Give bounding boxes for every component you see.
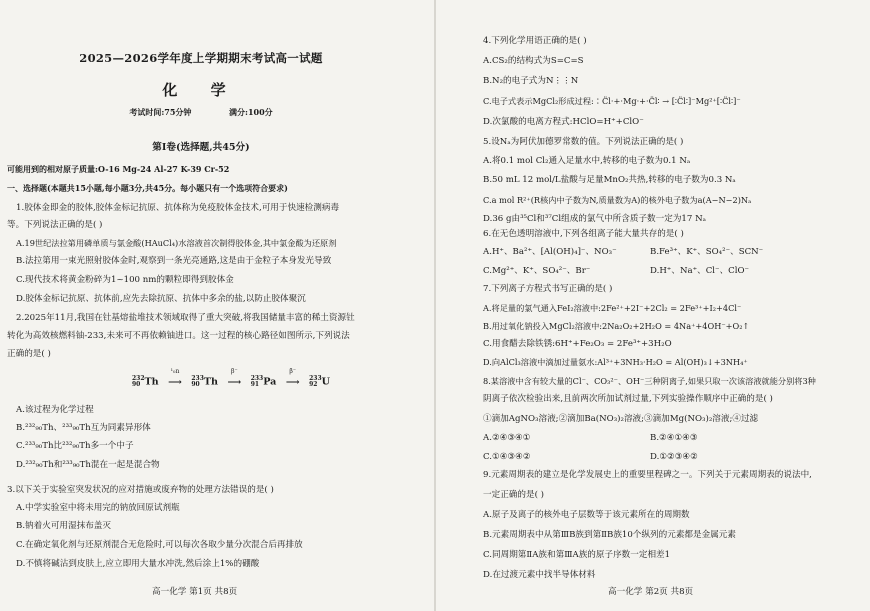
th232-symbol: Th [144,376,159,388]
q2-option-b: B.²³²₉₀Th、²³³₉₀Th互为同素异形体 [16,423,151,433]
q7-stem: 7.下列离子方程式书写正确的是( ) [483,284,613,294]
q2-stem-1: 2.2025年11月,我国在钍基熔盐堆技术领域取得了重大突破,将我国储量丰富的稀土资源钍 [16,313,355,323]
pa-z: 91 [250,381,260,388]
u-mass: 233 [309,375,322,382]
q6-option-a: A.H⁺、Ba²⁺、[Al(OH)₄]⁻、NO₃⁻ [483,247,617,257]
exam-time: 考试时间:75分钟 [129,107,192,117]
footer-right: 高一化学 第2页 共8页 [608,587,694,597]
q6-option-d: D.H⁺、Na⁺、Cl⁻、ClO⁻ [650,266,750,276]
q2-option-d: D.²³²₉₀Th和²³³₉₀Th混在一起是混合物 [16,460,160,470]
footer-left: 高一化学 第1页 共8页 [152,587,238,597]
q7-option-b: B.用过氧化钠投入MgCl₂溶液中:2Na₂O₂+2H₂O = 4Na⁺+4OH⁻+O₂↑ [483,321,750,331]
arrow-icon: ⟶ [227,376,242,388]
q7-option-d: D.向AlCl₃溶液中滴加过量氨水:Al³⁺+3NH₃·H₂O = Al(OH)₃↓+3NH₄⁺ [483,357,748,367]
q1-option-d: D.胶体金标记抗原、抗体前,应先去除抗原、抗体中多余的盐,以防止胶体聚沉 [16,294,306,304]
q8-option-d: D.①②③④② [650,452,698,462]
subject-title: 化 学 [162,81,240,99]
th233-z: 90 [191,381,200,388]
q6-option-c: C.Mg²⁺、K⁺、SO₄²⁻、Br⁻ [483,266,591,276]
q4-option-c: C.电子式表示MgCl₂形成过程:∶C̈l·+·Mg·+·C̈l∶ → [∶C̈l∶]⁻Mg²⁺[∶C̈l∶]⁻ [483,96,741,106]
th232-z: 90 [132,381,141,388]
q5-stem: 5.设Nₐ为阿伏加德罗常数的值。下列说法正确的是( ) [483,137,684,147]
q2-option-c: C.²³³₉₀Th比²³²₉₀Th多一个中子 [16,441,134,451]
q3-option-b: B.钠着火可用湿抹布盖灭 [16,521,111,531]
q4-option-d: D.次氯酸的电离方程式:HClO=H⁺+ClO⁻ [483,117,644,127]
q1-option-b: B.法拉第用一束光照射胶体金时,观察到一条光亮通路,这是由于金粒子本身发光导致 [16,256,332,266]
q5-option-c: C.a mol R²⁺(R核内中子数为N,质量数为A)的核外电子数为a(A−N−2)Nₐ [483,195,752,205]
section-intro: 一、选择题(本题共15小题,每小题3分,共45分。每小题只有一个选项符合要求) [7,183,288,193]
q1-stem-1: 1.胶体金即金的胶体,胶体金标记抗原、抗体称为免疫胶体金技术,可用于快速检测病毒 [16,203,340,213]
q8-stem-2: 阴离子依次检验出来,且前两次所加试剂过量,下列实验操作顺序中正确的是( ) [483,394,773,404]
exam-score: 满分:100分 [229,107,273,117]
q4-option-a: A.CS₂的结构式为S=C=S [483,56,584,66]
q7-option-c: C.用食醋去除铁锈:6H⁺+Fe₂O₃ = 2Fe³⁺+3H₂O [483,339,672,349]
q8-option-a: A.②④③④① [483,433,531,443]
q5-option-d: D.36 g由³⁵Cl和³⁷Cl组成的氯气中所含质子数一定为17 Nₐ [483,214,706,224]
q1-option-c: C.现代技术将黄金粉碎为1~100 nm的颗粒即得到胶体金 [16,275,234,285]
u-z: 92 [309,381,318,388]
atomic-masses: 可能用到的相对原子质量:O-16 Mg-24 Al-27 K-39 Cr-52 [7,164,230,174]
q8-steps: ①滴加AgNO₃溶液;②滴加Ba(NO₃)₂溶液;③滴加Mg(NO₃)₂溶液;④过滤 [483,414,759,424]
th233-mass: 233 [191,375,204,382]
q5-option-a: A.将0.1 mol Cl₂通入足量水中,转移的电子数为0.1 Nₐ [483,156,691,166]
th232-mass: 232 [132,375,145,382]
q3-option-d: D.不慎将碱沾到皮肤上,应立即用大量水冲洗,然后涂上1%的硼酸 [16,559,260,569]
q9-stem-2: 一定正确的是( ) [483,490,544,500]
q9-option-c: C.同周期第ⅡA族和第ⅢA族的原子序数一定相差1 [483,550,671,560]
arrow1-label: ¹₀n [170,367,180,375]
q4-stem: 4.下列化学用语正确的是( ) [483,36,587,46]
q9-option-a: A.原子及离子的核外电子层数等于该元素所在的周期数 [483,510,690,520]
nuclear-reaction [132,367,330,388]
q3-stem: 3.以下关于实验室突发状况的应对措施或废弃物的处理方法错误的是( ) [7,485,274,495]
q2-stem-2: 转化为高效核燃料铀-233,未来可不再依赖铀进口。这一过程的核心路径如图所示,下列说法 [7,331,350,341]
q7-option-a: A.将足量的氯气通入FeI₂溶液中:2Fe²⁺+2I⁻+2Cl₂ = 2Fe³⁺+I₂+4Cl⁻ [483,303,742,313]
q9-option-d: D.在过渡元素中找半导体材料 [483,570,596,580]
page-fold [434,0,436,611]
q2-stem-3: 正确的是( ) [7,349,51,359]
arrow2-label: β⁻ [231,367,238,375]
q8-stem-1: 8.某溶液中含有较大量的Cl⁻、CO₃²⁻、OH⁻三种阴离子,如果只取一次该溶液就能分别将3种 [483,376,816,386]
exam-info [36,107,366,118]
u-symbol: U [321,376,330,388]
q3-option-a: A.中学实验室中将未用完的钠放回原试剂瓶 [16,503,180,513]
q9-option-b: B.元素周期表中从第ⅢB族到第ⅡB族10个纵列的元素都是金属元素 [483,530,736,540]
arrow3-label: β⁻ [289,367,297,375]
q6-option-b: B.Fe³⁺、K⁺、SO₄²⁻、SCN⁻ [650,247,764,257]
q8-option-b: B.②④①④③ [650,433,698,443]
q3-option-c: C.在确定氧化剂与还原剂混合无危险时,可以每次各取少量分次混合后再排放 [16,540,303,550]
q8-option-c: C.①④③④② [483,452,531,462]
q9-stem-1: 9.元素周期表的建立是化学发展史上的重要里程碑之一。下列关于元素周期表的说法中, [483,470,812,480]
q4-option-b: B.N₂的电子式为N⋮⋮N [483,76,579,86]
arrow-icon: ⟶ [285,376,300,388]
q6-stem: 6.在无色透明溶液中,下列各组离子能大量共存的是( ) [483,229,684,239]
pa-mass: 233 [250,375,264,382]
arrow-icon: ⟶ [168,376,182,388]
pa-symbol: Pa [263,376,277,388]
q2-option-a: A.该过程为化学过程 [16,405,94,415]
th233-symbol: Th [203,376,218,388]
exam-title: 2025—2026学年度上学期期末考试高一试题 [79,51,323,65]
part-title: 第Ⅰ卷(选择题,共45分) [152,142,250,153]
q5-option-b: B.50 mL 12 mol/L盐酸与足量MnO₂共热,转移的电子数为0.3 Nₐ [483,175,736,185]
q1-stem-2: 等。下列说法正确的是( ) [7,220,103,230]
q1-option-a: A.19世纪法拉第用磷单质与氯金酸(HAuCl₄)水溶液首次制得胶体金,其中氯金酸为还原剂 [16,238,337,248]
